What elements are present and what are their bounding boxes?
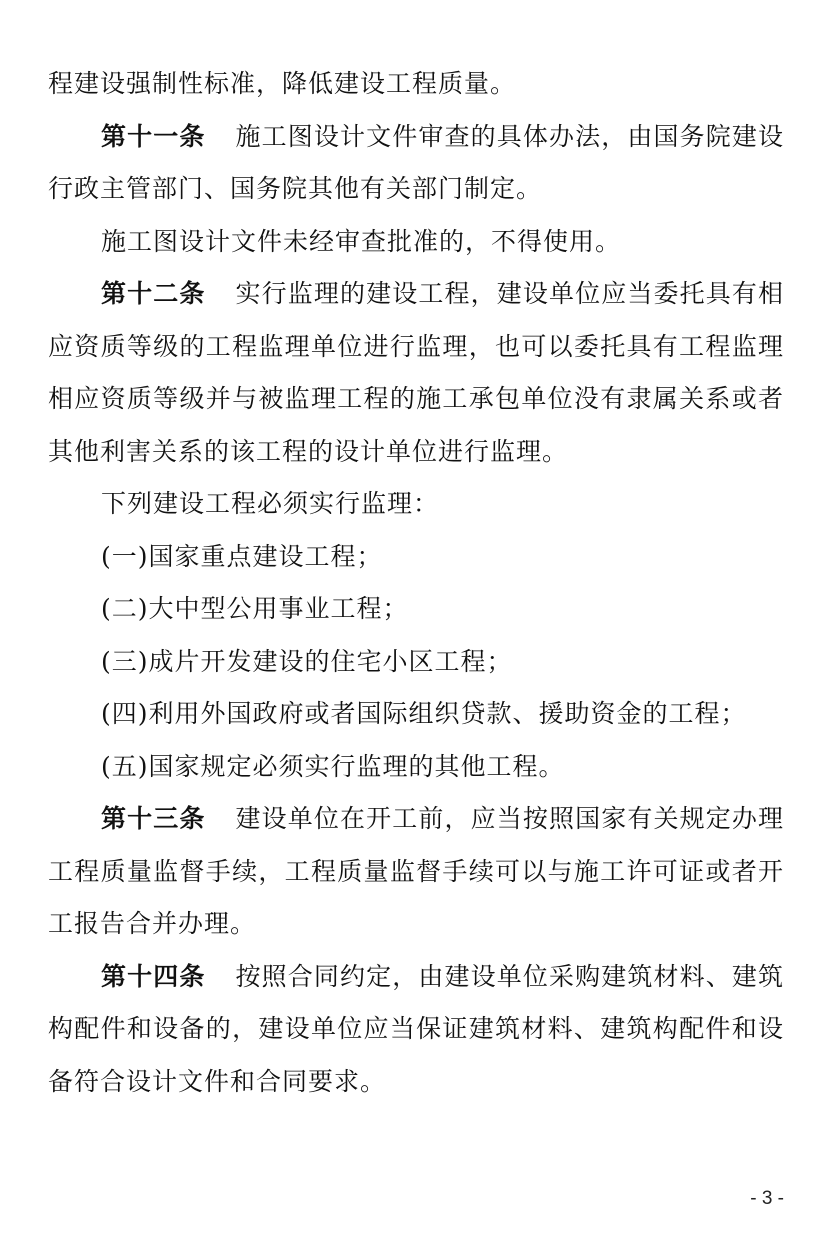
article-11 — [48, 111, 784, 216]
list-item-text: (五)国家规定必须实行监理的其他工程。 — [101, 751, 565, 781]
article-text: 实行监理的建设工程，建设单位应当委托具有相应资质等级的工程监理单位进行监理，也可以委托具有工程监理相应资质等级并与被监理工程的施工承包单位没有隶属关系或者其他利害关系的该工程的设计单位进行监理。 — [48, 279, 784, 466]
list-item-text: (三)成片开发建设的住宅小区工程； — [101, 646, 513, 676]
list-item — [48, 741, 784, 794]
article-number: 第十三条 — [101, 804, 206, 833]
paragraph — [48, 478, 784, 531]
list-item-text: (二)大中型公用事业工程； — [101, 594, 409, 623]
paragraph-text: 施工图设计文件未经审查批准的，不得使用。 — [101, 226, 622, 256]
article-number: 第十四条 — [101, 961, 206, 991]
list-item — [48, 583, 784, 636]
article-text: 施工图设计文件审查的具体办法，由国务院建设行政主管部门、国务院其他有关部门制定。 — [48, 121, 784, 203]
paragraph — [48, 216, 784, 269]
page-number: - 3 - — [750, 1188, 784, 1209]
list-item-text: (四)利用外国政府或者国际组织贷款、援助资金的工程； — [101, 699, 747, 728]
document-body — [48, 58, 784, 1108]
paragraph-continuation — [48, 58, 784, 111]
list-item — [48, 636, 784, 689]
article-13 — [48, 793, 784, 951]
article-14 — [48, 951, 784, 1109]
paragraph-text: 程建设强制性标准，降低建设工程质量。 — [48, 69, 517, 98]
article-text: 建设单位在开工前，应当按照国家有关规定办理工程质量监督手续，工程质量监督手续可以与施工许可证或者开工报告合并办理。 — [48, 804, 784, 938]
list-item — [48, 688, 784, 741]
article-number: 第十一条 — [101, 121, 206, 151]
list-item-text: (一)国家重点建设工程； — [101, 541, 383, 571]
paragraph-text: 下列建设工程必须实行监理： — [101, 489, 440, 518]
list-item — [48, 531, 784, 584]
article-12 — [48, 268, 784, 478]
article-text: 按照合同约定，由建设单位采购建筑材料、建筑构配件和设备的，建设单位应当保证建筑材料、建筑构配件和设备符合设计文件和合同要求。 — [48, 961, 784, 1096]
article-number: 第十二条 — [101, 279, 206, 308]
